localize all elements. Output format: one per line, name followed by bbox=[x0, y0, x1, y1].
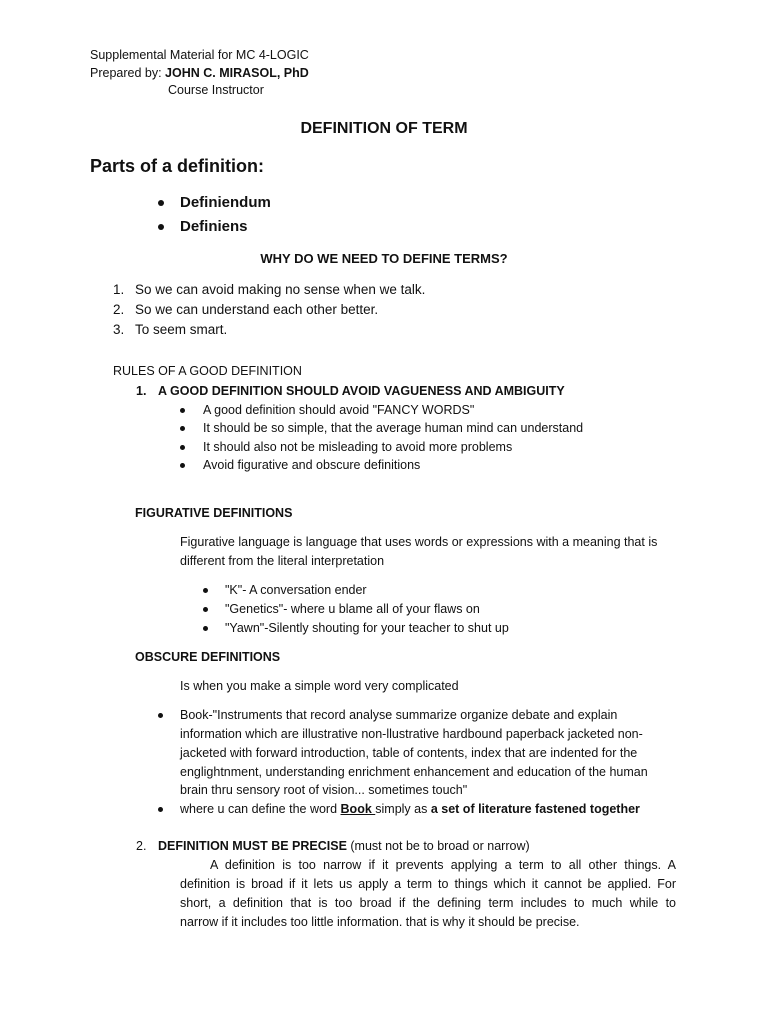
bullet-dot bbox=[180, 426, 185, 431]
bullet-dot bbox=[158, 200, 164, 206]
figurative-bullet: "Yawn"-Silently shouting for your teacher to shut up bbox=[225, 621, 509, 635]
figurative-bullet: "K"- A conversation ender bbox=[225, 583, 367, 597]
header-prepared-by bbox=[90, 66, 309, 80]
rule2-heading bbox=[158, 839, 530, 853]
book-short-definition bbox=[180, 802, 640, 816]
rule2-title: DEFINITION MUST BE PRECISE bbox=[158, 839, 347, 853]
rule2-paragraph-line: narrow if it includes too little information. that is why it should be precise. bbox=[180, 915, 580, 929]
why-heading: WHY DO WE NEED TO DEFINE TERMS? bbox=[260, 251, 508, 266]
bullet-dot bbox=[158, 807, 163, 812]
rule2-note: (must not be to broad or narrow) bbox=[346, 839, 530, 853]
book-line: Book-"Instruments that record analyse summarize organize debate and explain bbox=[180, 708, 618, 722]
list-number: 2. bbox=[113, 302, 125, 317]
rule2-paragraph-line: A definition is too narrow if it prevents applying a term to all other things. A bbox=[210, 858, 676, 872]
bullet-dot bbox=[203, 588, 208, 593]
figurative-bullet: "Genetics"- where u blame all of your flaws on bbox=[225, 602, 480, 616]
parts-item: Definiens bbox=[180, 218, 248, 235]
rule-number: 2. bbox=[136, 839, 147, 853]
rule1-bullet: It should also not be misleading to avoid more problems bbox=[203, 440, 513, 454]
header-role: Course Instructor bbox=[168, 83, 264, 97]
obscure-heading: OBSCURE DEFINITIONS bbox=[135, 650, 281, 664]
page-title: DEFINITION OF TERM bbox=[300, 120, 468, 137]
short-definition: a set of literature fastened together bbox=[430, 802, 640, 816]
bullet-dot bbox=[180, 408, 185, 413]
figurative-para-line: Figurative language is language that uses words or expressions with a meaning that is bbox=[180, 535, 658, 549]
prepared-label: Prepared by: bbox=[90, 66, 166, 80]
why-item: So we can avoid making no sense when we talk. bbox=[135, 282, 426, 297]
rule1-title: A GOOD DEFINITION SHOULD AVOID VAGUENESS AND AMBIGUITY bbox=[158, 384, 565, 398]
author-name: JOHN C. MIRASOL, PhD bbox=[165, 66, 309, 80]
parts-item: Definiendum bbox=[180, 194, 271, 211]
rule1-bullet: It should be so simple, that the average human mind can understand bbox=[203, 421, 584, 435]
short-mid: simply as bbox=[375, 802, 431, 816]
book-line: englightnment, understanding enrichment enhancement and education of the human bbox=[180, 765, 648, 779]
rule2-paragraph-line: short, a definition that is too broad if the defining term includes to much while to bbox=[180, 896, 676, 910]
rules-heading: RULES OF A GOOD DEFINITION bbox=[113, 364, 302, 378]
why-item: To seem smart. bbox=[135, 322, 228, 337]
bullet-dot bbox=[180, 445, 185, 450]
parts-heading: Parts of a definition: bbox=[90, 156, 265, 176]
book-line: jacketed with forward introduction, table of contents, index that are indented for the bbox=[180, 746, 638, 760]
figurative-para-line: different from the literal interpretation bbox=[180, 554, 385, 568]
book-line: information which are illustrative non-llustrative hardbound paperback jacketed non- bbox=[180, 727, 643, 741]
bullet-dot bbox=[158, 713, 163, 718]
header-course-line: Supplemental Material for MC 4-LOGIC bbox=[90, 48, 309, 62]
rule2-paragraph-line: definition is broad if it lets us apply a term to things which it cannot be applied. For bbox=[180, 877, 676, 891]
list-number: 1. bbox=[113, 282, 125, 297]
book-line: brain thru sensory root of vision... sometimes touch" bbox=[180, 783, 468, 797]
bullet-dot bbox=[158, 224, 164, 230]
short-prefix: where u can define the word bbox=[180, 802, 341, 816]
list-number: 3. bbox=[113, 322, 125, 337]
figurative-heading: FIGURATIVE DEFINITIONS bbox=[135, 506, 293, 520]
obscure-intro: Is when you make a simple word very complicated bbox=[180, 679, 459, 693]
rule-number: 1. bbox=[136, 384, 147, 398]
bullet-dot bbox=[203, 607, 208, 612]
bullet-dot bbox=[203, 626, 208, 631]
why-item: So we can understand each other better. bbox=[135, 302, 379, 317]
bullet-dot bbox=[180, 463, 185, 468]
book-word: Book bbox=[340, 802, 376, 816]
rule1-bullet: A good definition should avoid "FANCY WORDS" bbox=[203, 403, 475, 417]
rule1-bullet: Avoid figurative and obscure definitions bbox=[203, 458, 421, 472]
